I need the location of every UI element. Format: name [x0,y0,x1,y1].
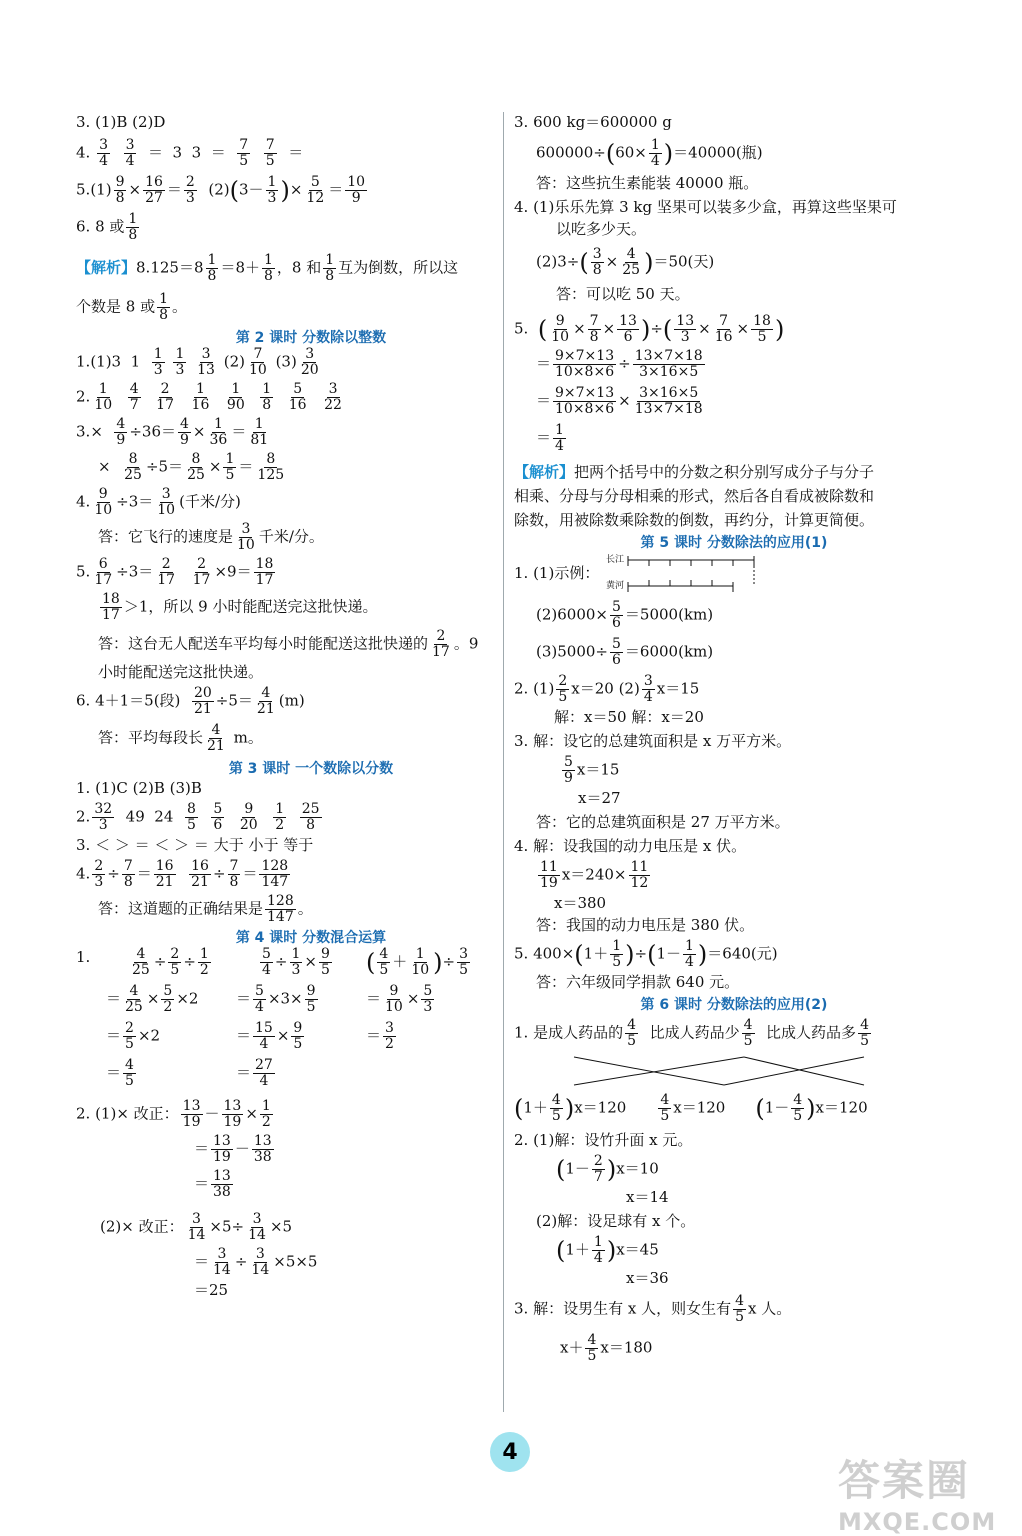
fraction: $\frac{3}{4}$ [125,137,135,169]
right-column [514,112,954,1364]
q-num: 5. [514,319,529,338]
t: x＝120 [574,1098,627,1117]
q-num: 5. [76,562,91,581]
t: x＝15 [576,760,620,779]
t: 比成人药品少 [649,1023,740,1042]
matching-lines [514,1051,934,1091]
q-num: 2. [76,387,91,406]
t: (3)5000÷ [536,642,608,661]
r-answer-3-ans: 答：这些抗生素能装 40000 瓶。 [536,174,759,192]
s2-answer-3b: × $\frac{8}{25}$ ÷5＝ $\frac{8}{25}$ × $\frac{1}{5}$ ＝ $\frac{8}{125}$ [98,451,285,483]
r-answer-4a: 4. (1)乐乐先算 3 kg 坚果可以装多少盒，再算这些坚果可 [514,198,897,216]
s5-answer-3: 3. 解：设它的总建筑面积是 x 万平方米。 [514,732,792,750]
t: 2. (1)× 改正： [76,1104,179,1123]
r-answer-3b: 600000÷(60× $\frac{1}{4}$ )＝40000(瓶) [536,137,763,169]
r-analysis-1 [514,462,954,482]
r-step: ＝ $\frac{9\times 7\times 13}{10\times 8\times 6}$ ÷ $\frac{13\times 7\times 18}{3\times 16\times 5}$ [536,348,703,380]
t: (2)× 改正： [100,1217,184,1236]
s4-answer-2a: 2. (1)× 改正： $\frac{13}{19}$ － $\frac{13}{19}$ × $\frac{1}{2}$ [76,1098,271,1130]
t: (千米/分) [179,492,241,511]
section-3-heading: 第 3 课时 一个数除以分数 [228,761,394,777]
s5-answer-4-ans: 答：我国的动力电压是 380 伏。 [536,916,755,934]
calc-a: $\frac{4}{25}$ ÷ $\frac{2}{5}$ ÷ $\frac{1}{2}$ ＝ $\frac{4}{25}$ × $\frac{5}{2}$ ×2 ＝ $\frac{2}{5}$ ×2 ＝ $\frac{4}{5}$ [106,946,209,1089]
s2-answer-1: 1.(1)3 1 $\frac{1}{3}$ $\frac{1}{3}$ $\frac{3}{13}$ (2) $\frac{7}{10}$ (3) $\frac{3}{20}$ [76,346,319,378]
r-step: ＝ $\frac{1}{4}$ [536,422,564,454]
s4-step: ＝ $\frac{13}{38}$ [194,1168,231,1200]
q-num: 3. [76,422,91,441]
s5-answer-3-ans: 答：它的总建筑面积是 27 万平方米。 [536,813,790,831]
r-answer-5: 5. ( $\frac{9}{10}$ × $\frac{7}{8}$ × $\frac{13}{6}$ )÷( $\frac{13}{3}$ × $\frac{7}{16}$ × $\frac{18}{5}$ ) [514,313,785,345]
r-answer-4b: 以吃多少天。 [556,220,647,238]
s4-step: ＝25 [194,1281,229,1299]
s6-answer-2-2eq: (1＋ $\frac{1}{4}$ )x＝45 [556,1234,659,1266]
s4-answer-1 [76,947,546,1089]
answer-4: 4. $\frac{3}{4}$ $\frac{3}{4}$ ＝ 3 3 ＝ $\frac{7}{5}$ $\frac{7}{5}$ ＝ [76,137,304,169]
r-answer-3a: 3. 600 kg＝600000 g [514,113,672,131]
s6-equations [514,1093,954,1124]
s5-answer-5: 5. 400×(1＋ $\frac{1}{5}$ )÷(1－ $\frac{1}{4}$ )＝640(元) [514,938,778,970]
s5-answer-1 [514,552,954,596]
t: 答：这道题的正确结果是 [98,899,264,918]
fraction: $\frac{7}{5}$ [239,137,249,169]
section-5-heading: 第 5 课时 分数除法的应用(1) [640,535,828,551]
t: 。9 [453,634,479,653]
t: (2)3÷ [536,252,580,271]
t: 个数是 8 或 [76,297,156,316]
watermark-url: MXQE.COM [838,1508,997,1536]
t: x＝10 [616,1159,659,1178]
page-number: 4 [490,1432,530,1472]
s2-answer-5-ans2: 小时能配送完这批快递。 [98,663,264,681]
t: 答：这台无人配送车平均每小时能配送这批快递的 [98,634,429,653]
t: x 人。 [748,1299,792,1318]
s6-answer-2-1x: x＝14 [626,1188,669,1206]
t: 3. 解：设男生有 x 人，则女生有 [514,1299,732,1318]
diagram-label-a: 长江 [606,555,625,565]
eq: (1－ $\frac{4}{5}$ )x＝120 [755,1092,868,1124]
s4-answer-2b: (2)× 改正： $\frac{3}{14}$ ×5÷ $\frac{3}{14}$ ×5 [100,1211,293,1243]
calc-c: ( $\frac{4}{5}$ ＋ $\frac{1}{10}$ )÷ $\frac{3}{5}$ ＝ $\frac{9}{10}$ × $\frac{5}{3}$ ＝ $\frac{3}{2}$ [366,946,469,1052]
r-answer-4c: (2)3÷( $\frac{3}{8}$ × $\frac{4}{25}$ )＝50(天) [536,246,715,278]
t: 1. 是成人药品的 [514,1023,624,1042]
s5-answer-4-x: x＝380 [554,894,607,912]
bar-diagram [604,552,774,596]
q-num: 4. [76,492,91,511]
analysis-1: 【解析】8.125＝8 $\frac{1}{8}$ ＝8＋ $\frac{1}{8}$ ，8 和 $\frac{1}{8}$ 互为倒数，所以这 [76,252,459,284]
t: (2)6000× [536,605,608,624]
s2-answer-5: 5. $\frac{6}{17}$ ÷3＝ $\frac{2}{17}$ $\frac{2}{17}$ ×9＝ $\frac{18}{17}$ [76,556,274,588]
t: x＝240× [561,865,627,884]
t: x＝20 (2) [571,679,640,698]
s5-answer-4-eq: $\frac{11}{19}$ x＝240× $\frac{11}{12}$ [540,859,649,891]
section-4-heading: 第 4 课时 分数混合运算 [235,930,387,946]
t: x＝120 [815,1098,868,1117]
r-answer-4-ans: 答：可以吃 50 天。 [556,285,690,303]
t: ＝640(元) [707,944,778,963]
s2-answer-5-ans: 答：这台无人配送车平均每小时能配送这批快递的 $\frac{2}{17}$ 。9 [98,628,479,660]
s3-answer-3: 3. ＜ ＞ ＝ ＜ ＞ ＝ 大于 小于 等于 [76,836,314,854]
diagram-label-b: 黄河 [606,581,625,591]
s4-step: ＝ $\frac{3}{14}$ ÷ $\frac{3}{14}$ ×5×5 [194,1246,318,1278]
s5-answer-3-eq: $\frac{5}{9}$ x＝15 [564,754,620,786]
q6-text: 6. 8 或 [76,217,125,236]
t: ＝50(天) [653,252,715,271]
q-num: 2. [76,807,91,826]
r-step: ＝ $\frac{9\times 7\times 13}{10\times 8\times 6}$ × $\frac{3\times 16\times 5}{13\times 7\times 18}$ [536,385,703,417]
s2-answer-5-line2: $\frac{18}{17}$ ＞1，所以 9 小时能配送完这批快递。 [102,591,378,623]
t: ＝8＋ [220,258,260,277]
s5-answer-1-3: (3)5000÷ $\frac{5}{6}$ ＝6000(km) [536,636,714,668]
s5-answer-2: 2. (1) $\frac{2}{5}$ x＝20 (2) $\frac{3}{4}$ x＝15 [514,673,700,705]
t: ＝40000(瓶) [673,143,763,162]
t: ＝6000(km) [624,642,714,661]
s5-answer-4: 4. 解：设我国的动力电压是 x 伏。 [514,837,747,855]
s2-answer-2: 2. $\frac{1}{10}$ $\frac{4}{7}$ $\frac{2}{17}$ $\frac{1}{16}$ $\frac{1}{90}$ $\frac{1}{8}$ $\frac{5}{16}$ $\frac{3}{22}$ [76,381,342,413]
t: 600000÷ [536,143,606,162]
s2-answer-6-ans: 答：平均每段长 $\frac{4}{21}$ m。 [98,722,263,754]
s6-answer-1: 1. 是成人药品的 $\frac{4}{5}$ 比成人药品少 $\frac{4}{5}$ 比成人药品多 $\frac{4}{5}$ [514,1017,869,1049]
t: 8.125＝8 [136,258,204,277]
s3-answer-2: 2. $\frac{32}{3}$ 49 24 $\frac{8}{5}$ $\frac{5}{6}$ $\frac{9}{20}$ $\frac{1}{2}$ $\frac{25}{8}$ [76,801,320,833]
t: 答：平均每段长 [98,728,204,747]
s6-answer-2-2x: x＝36 [626,1269,669,1287]
t: 把两个括号中的分数之积分别写成分子与分子 [574,463,875,481]
analysis-tag: 【解析】 [76,258,137,277]
t: ＞1，所以 9 小时能配送完这批快递。 [123,597,378,616]
calc-b: $\frac{5}{4}$ ÷ $\frac{1}{3}$ × $\frac{9}{5}$ ＝ $\frac{5}{4}$ ×3× $\frac{9}{5}$ ＝ $\frac{15}{4}$ × $\frac{9}{5}$ ＝ $\frac{27}{4}$ [236,946,330,1089]
t: 千米/分。 [258,527,324,546]
q-num: 4. [76,864,91,883]
s6-answer-3-eq: x＋ $\frac{4}{5}$ x＝180 [560,1332,653,1364]
fraction: $\frac{7}{5}$ [265,137,275,169]
t: ＝5000(km) [624,605,714,624]
left-column [76,112,546,1300]
s4-step: ＝ $\frac{13}{19}$ － $\frac{13}{38}$ [194,1133,272,1165]
answer-6: 6. 8 或 $\frac{1}{8}$ [76,211,138,243]
r-analysis-2: 相乘、分母与分母相乘的形式，然后各自看成被除数和 [514,487,875,505]
t: x＝120 [673,1098,726,1117]
t: x＋ [560,1338,584,1357]
t: 5. 400× [514,944,575,963]
t: 比成人药品多 [766,1023,857,1042]
s3-answer-4: 4. $\frac{2}{3}$ ÷ $\frac{7}{8}$ ＝ $\frac{16}{21}$ $\frac{16}{21}$ ÷ $\frac{7}{8}$ ＝ $\frac{128}{147}$ [76,858,289,890]
t: m。 [233,728,263,747]
s6-answer-2-1eq: (1－ $\frac{2}{7}$ )x＝10 [556,1153,659,1185]
q-num: 1. [76,352,91,371]
q-num: 4. [76,143,91,162]
t: 答：它飞行的速度是 [98,527,234,546]
s6-answer-3: 3. 解：设男生有 x 人，则女生有 $\frac{4}{5}$ x 人。 [514,1293,792,1325]
s2-answer-4-ans: 答：它飞行的速度是 $\frac{3}{10}$ 千米/分。 [98,521,324,553]
s5-answer-2-sol: 解：x＝50 解：x＝20 [554,708,704,726]
analysis-tag: 【解析】 [514,463,575,481]
answer-3: 3. (1)B (2)D [76,113,166,131]
t: (m) [278,691,305,710]
r-analysis-3: 除数，用被除数乘除数的倒数，再约分，计算更简便。 [514,511,875,529]
s3-answer-1: 1. (1)C (2)B (3)B [76,779,202,797]
answer-5: 5.(1) $\frac{9}{8}$ × $\frac{16}{27}$ ＝ $\frac{2}{3}$ (2)(3－ $\frac{1}{3}$ )× $\frac{5}{12}$ ＝ $\frac{10}{9}$ [76,174,366,206]
eq: $\frac{4}{5}$ x＝120 [660,1092,726,1124]
fraction: $\frac{3}{4}$ [99,137,109,169]
s6-answer-2-1: 2. (1)解：设竹升面 x 元。 [514,1131,693,1149]
s5-answer-1-2: (2)6000× $\frac{5}{6}$ ＝5000(km) [536,599,714,631]
s6-answer-2-2: (2)解：设足球有 x 个。 [536,1212,696,1230]
t: 2. (1) [514,679,555,698]
t: ，8 和 [276,258,322,277]
q-num: 1. [76,948,91,966]
s3-answer-4-ans: 答：这道题的正确结果是 $\frac{128}{147}$ 。 [98,893,313,925]
t: 互为倒数，所以这 [338,258,459,277]
t: 1. (1)示例： [514,564,600,582]
eq: (1＋ $\frac{4}{5}$ )x＝120 [514,1092,627,1124]
q-num: 5. [76,180,91,199]
t: x＝180 [600,1338,653,1357]
t: x＝15 [656,679,700,698]
t: ÷ [634,944,648,963]
s2-answer-6: 6. 4＋1＝5(段) $\frac{20}{21}$ ÷5＝ $\frac{4}{21}$ (m) [76,685,305,717]
watermark-text: 答案圈 [838,1456,971,1505]
s5-answer-5-ans: 答：六年级同学捐款 640 元。 [536,973,740,991]
section-2-heading: 第 2 课时 分数除以整数 [235,330,387,346]
analysis-2: 个数是 8 或 $\frac{1}{8}$ 。 [76,291,188,323]
t: x＝45 [616,1240,659,1259]
s5-answer-3-x: x＝27 [578,789,621,807]
s2-answer-3a: 3.× $\frac{4}{9}$ ÷36＝ $\frac{4}{9}$ × $\frac{1}{36}$ ＝ $\frac{1}{81}$ [76,416,269,448]
watermark [838,1448,1008,1536]
section-6-heading: 第 6 课时 分数除法的应用(2) [640,997,828,1013]
t: 6. 4＋1＝5(段) [76,691,181,710]
s2-answer-4: 4. $\frac{9}{10}$ ÷3＝ $\frac{3}{10}$ (千米/分) [76,486,241,518]
